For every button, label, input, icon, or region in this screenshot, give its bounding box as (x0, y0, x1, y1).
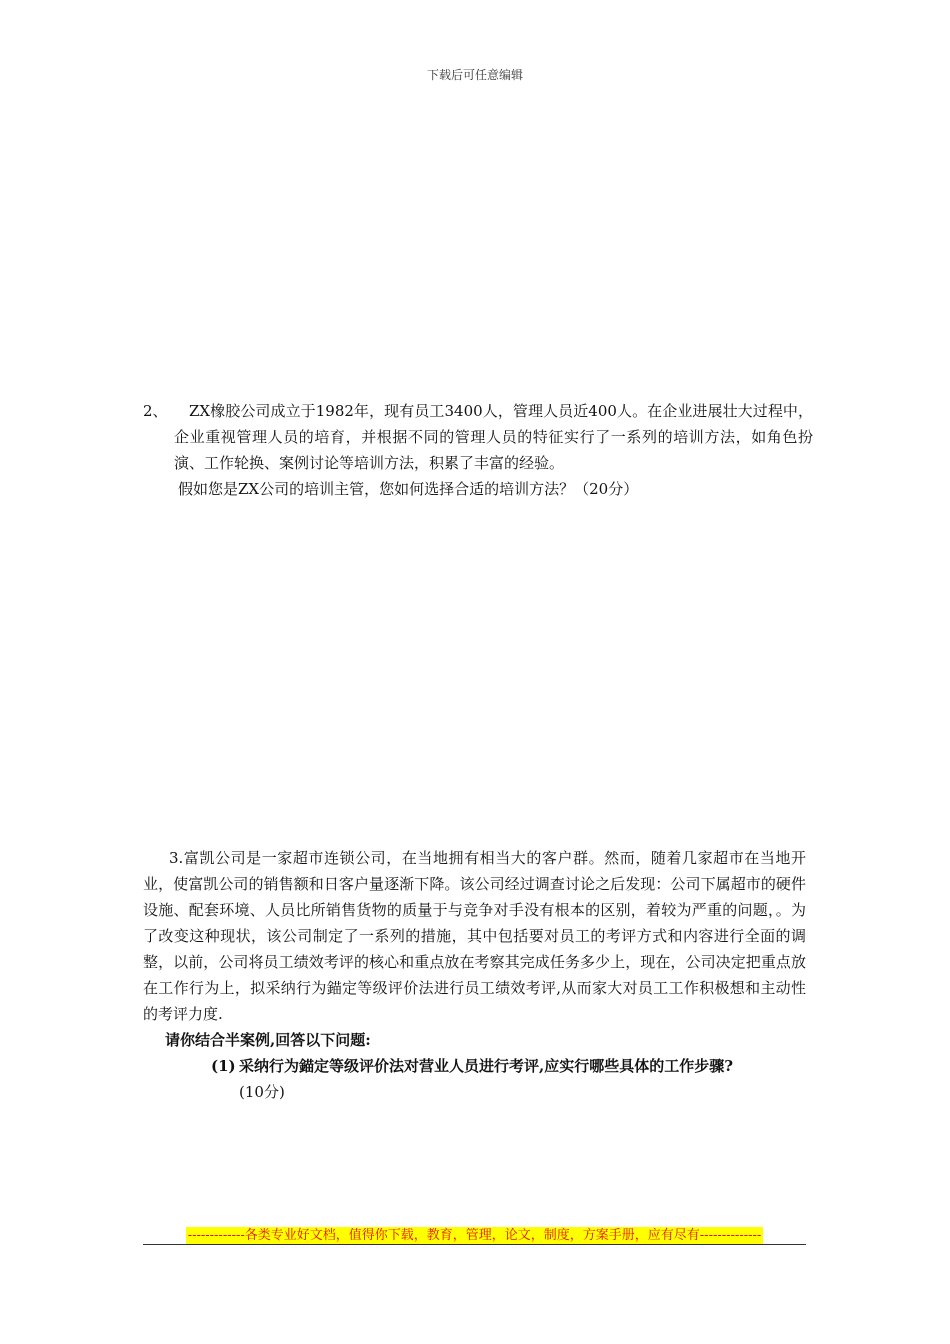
footer-banner (143, 1224, 806, 1245)
question-3-sub-1-text: 采纳行为錨定等级评价法对营业人员进行考评,应实行哪些具体的工作步骤? (239, 1057, 734, 1075)
question-3 (143, 845, 806, 1105)
page-header: 下载后可任意编辑 (426, 68, 523, 82)
footer-text: -------------各类专业好文档，值得你下载，教育，管理，论文，制度，方案手册，应有尽有-------------- (187, 1228, 762, 1243)
footer-divider (143, 1244, 806, 1245)
question-2 (143, 398, 813, 502)
question-2-number: 2、 (143, 402, 168, 420)
question-2-ask: 假如您是ZX公司的培训主管，您如何选择合适的培训方法？（20分） (178, 480, 639, 498)
question-3-sub-1-score: (10分) (239, 1083, 285, 1101)
question-3-body: 3.富凯公司是一家超市连锁公司，在当地拥有相当大的客户群。然而，随着几家超市在当地开业，使富凯公司的销售额和日客户量逐渐下降。该公司经过调查讨论之后发现：公司下属超市的硬件设施、配套环境、人员比所销售货物的质量于与竞争对手没有根本的区别，着较为严重的问题，。为了改变这种现状，该公司制定了一系列的措施，其中包括要对员工的考评方式和内容进行全面的调整，以前，公司将员工绩效考评的核心和重点放在考察其完成任务多少上，现在，公司决定把重点放在工作行为上，拟采纳行为錨定等级评价法进行员工绩效考评,从而家大对员工工作积极想和主动性的考评力度. (143, 849, 806, 1023)
question-3-sub-1-number: (1) (211, 1057, 236, 1075)
question-3-prompt: 请你结合半案例,回答以下问题: (165, 1031, 371, 1049)
question-2-body: ZX橡胶公司成立于1982年，现有员工3400人，管理人员近400人。在企业进展壮大过程中，企业重视管理人员的培育，并根据不同的管理人员的特征实行了一系列的培训方法，如角色扮演、工作轮换、案例讨论等培训方法，积累了丰富的经验。 (174, 402, 813, 472)
question-3-sub-1 (211, 1053, 806, 1079)
